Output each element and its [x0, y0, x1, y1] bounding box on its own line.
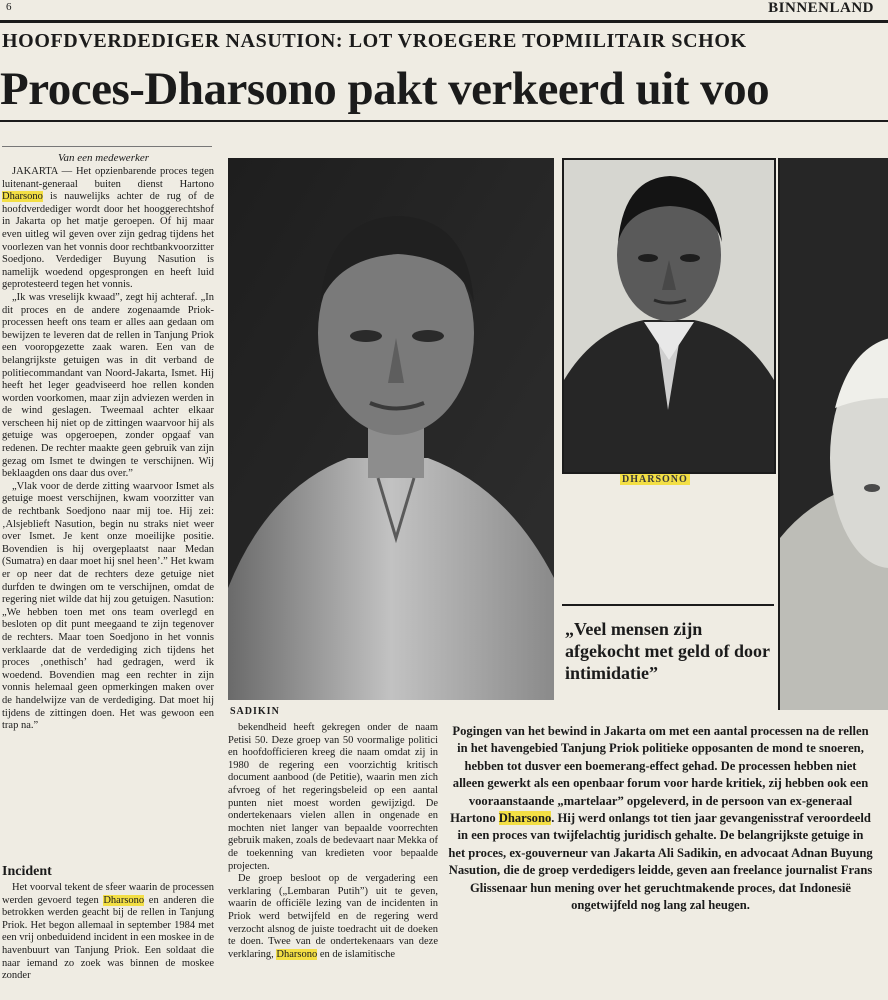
page-number: 6	[6, 1, 12, 13]
main-headline: Proces-Dharsono pakt verkeerd uit voo	[0, 64, 770, 115]
column-rule	[2, 146, 212, 147]
pull-quote: „Veel mensen zijn afgekocht met geld of door intimidatie”	[565, 619, 770, 683]
byline: Van een medewerker	[58, 152, 150, 164]
kicker-headline: HOOFDVERDEDIGER NASUTION: LOT VROEGERE TOPMILITAIR SCHOK	[2, 30, 747, 52]
sadikin-photo	[228, 158, 554, 700]
headline-rule	[0, 120, 888, 122]
paragraph: De groep besloot op de vergadering een verklaring („Lembaran Putih”) uit te geven, waarin de officiële lezing van de incidenten in Priok werd betwijfeld en de regering werd verzocht alsnog de juiste toedracht uit de doeken te doen. Twee van de ondertekenaars van deze verklaring, Dharsono en de islamitische	[228, 873, 438, 960]
section-label: BINNENLAND	[768, 0, 874, 16]
highlighted-name: Dharsono	[2, 191, 43, 203]
highlighted-name: Dharsono	[276, 948, 318, 960]
article-column-2	[228, 722, 438, 1000]
paragraph: bekendheid heeft gekregen onder de naam Petisi 50. Deze groep van 50 voormalige politici en hoofdofficieren kreeg die naam omdat zij in 1980 de regering een voorzichtig kritisch document aanbood (de Petitie), waarin men zich afvroeg of het regeringsbeleid op een aantal punten niet moest worden gewijzigd. De ondertekenaars vielen allen in ongenade en mochten niet langer van bepaalde voorrechten gebruik maken, zoals de bedevaart naar Mekka of de toekenning van kredieten voor bepaalde projecten.	[228, 722, 438, 872]
paragraph: „Vlak voor de derde zitting waarvoor Ismet als getuige moest verschijnen, kwam voorzitter van de rechtbank Soedjono naar mij toe. Hij zei: ‚Alsjeblieft Nasution, begin nu straks niet weer over Ismet. Je kent onze moeilijke positie. Bovendien is hij overgeplaatst naar Medan (Sumatra) en daar moet hij snel heen’.” Het kwam er op neer dat de rechters deze getuige niet durfden te dwingen om te verschijnen, omdat de regering niet wilde dat hij zou getuigen. Nasution: „We hebben toen met ons team overlegd en besloten op dit punt meegaand te zijn tegenover de rechters. Maar toen Soedjono in het vonnis verklaarde dat de verdediging zich tijdens het proces ‚onethisch’ had gedragen, werd ik woedend. Bovendien mag een rechter in zijn vonnis helemaal geen opmerkingen maken over de handelwijze van de verdediging. Dat moet hij tijdens de zittingen doen. Het was gewoon een trap na.”	[2, 480, 214, 732]
partial-photo-right	[778, 158, 888, 710]
quote-rule	[562, 604, 774, 606]
caption-dharsono: DHARSONO	[622, 474, 688, 485]
subhead-incident: Incident	[2, 864, 52, 879]
highlighted-name: Dharsono	[103, 894, 145, 906]
highlighted-name: Dharsono	[498, 811, 552, 826]
paragraph: JAKARTA — Het opzienbarende proces tegen luitenant-generaal buiten dienst Hartono Dharsono is nauwelijks achter de rug of de hoofdverdediger wordt door het hooggerechtshof in Jakarta op het matje geroepen. Of hij maar even uitleg wil geven over zijn gedrag tijdens het voorlezen van het vonnis door rechtbankvoorzitter Soedjono. Verdediger Buyung Nasution is namelijk woedend opgesprongen en heeft luid geprotesteerd tegen het vonnis.	[2, 166, 214, 291]
paragraph: „Ik was vreselijk kwaad”, zegt hij achteraf. „In dit proces en de andere zogenaamde Priok-processen heeft ons team er alles aan gedaan om bewijzen te leveren dat de rellen in Tanjung Priok een vooropgezette zaak waren. Een van de belangrijkste getuigen was in dit verband de politiecommandant van Noord-Jakarta, Ismet. Hij heeft het leger geadviseerd hoe rellen konden worden voorkomen, maar zijn adviezen werden in de wind geslagen. Tweemaal achter elkaar verscheen hij niet op de zittingen waarvoor hij als getuige was opgeroepen, zonder opgaaf van redenen. De rechter maakte geen gebruik van zijn gezag om Ismet te dwingen te verschijnen. Wij beklaagden ons daar dus over.”	[2, 291, 214, 480]
dharsono-photo	[562, 158, 776, 474]
caption-sadikin: SADIKIN	[230, 706, 280, 717]
article-column-1-continued	[2, 882, 214, 1000]
lead-paragraph: Pogingen van het bewind in Jakarta om met een aantal processen na de rellen in het havengebied Tanjung Priok politieke opposanten de mond te snoeren, hebben tot dusver een boemerang-effect gehad. De processen hebben niet alleen gewerkt als een openbaar forum voor harde kritiek, zij hebben ook een vooraanstaande „martelaar” opgeleverd, in de persoon van ex-generaal Hartono Dharsono. Hij werd onlangs tot tien jaar gevangenisstraf veroordeeld in een proces van twijfelachtig juridisch gehalte. De belangrijkste getuige in het proces, ex-gouverneur van Jakarta Ali Sadikin, en advocaat Adnan Buyung Nasution, die de groep verdedigers leidde, geven aan freelance journalist Frans Glissenaar hun mening over het geruchtmakende proces, dat Indonesië ongetwijfeld nog lang zal heugen.	[448, 724, 873, 913]
article-column-1	[2, 166, 214, 854]
paragraph: Het voorval tekent de sfeer waarin de processen werden gevoerd tegen Dharsono en anderen die betrokken werden geacht bij de rellen in Tanjung Priok. Het begon allemaal in september 1984 met een vrij onbeduidend incident in een moskee in de havenbuurt van Tanjung Priok. Een soldaat die naar iemand zo zoek was binnen de moskee zonder	[2, 882, 214, 982]
top-rule	[0, 20, 888, 23]
